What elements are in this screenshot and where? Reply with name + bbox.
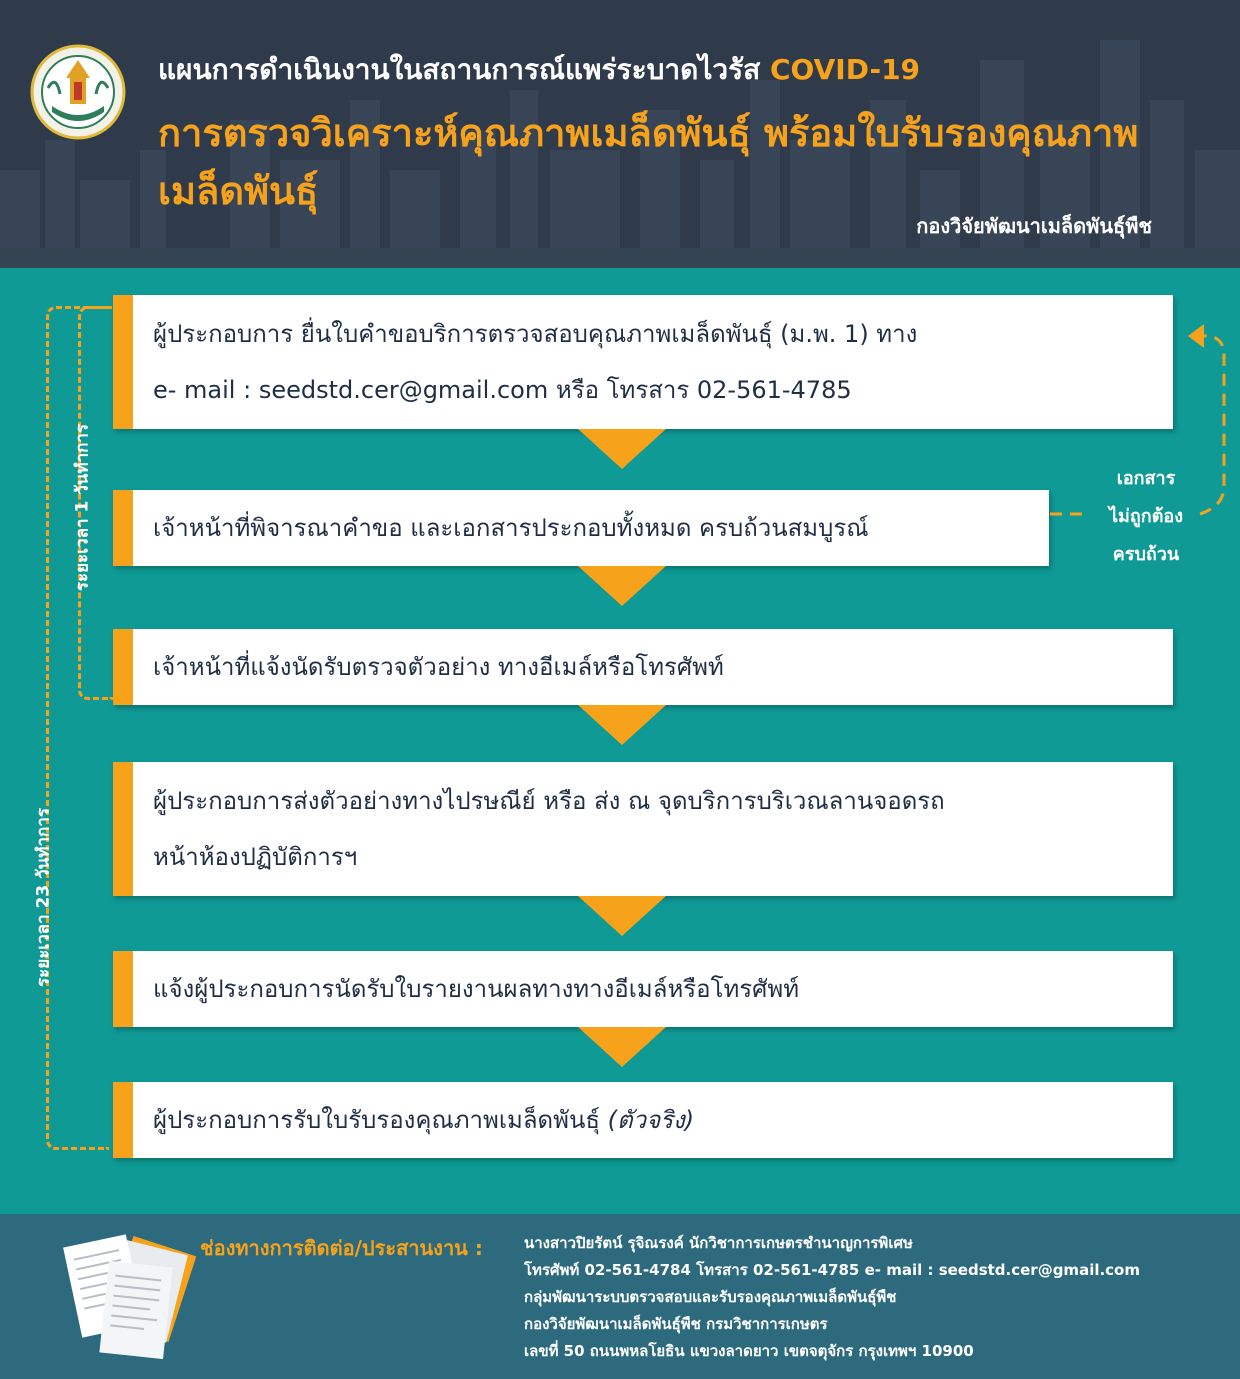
flow-arrow-icon <box>578 705 666 745</box>
step-text: เจ้าหน้าที่พิจารณาคำขอ และเอกสารประกอบทั้งหมด ครบถ้วนสมบูรณ์ <box>153 514 869 542</box>
duration-label-long: ระยะเวลา 23 วันทำการ <box>33 807 54 988</box>
incomplete-documents-note <box>1086 460 1206 574</box>
step-text: เจ้าหน้าที่แจ้งนัดรับตรวจตัวอย่าง ทางอีเมล์หรือโทรศัพท์ <box>153 653 724 681</box>
header-department: กองวิจัยพัฒนาเมล็ดพันธุ์พืช <box>916 214 1152 238</box>
duration-bracket-long <box>46 306 109 1150</box>
step-text: แจ้งผู้ประกอบการนัดรับใบรายงานผลทางทางอีเมล์หรือโทรศัพท์ <box>153 975 800 1003</box>
step-text: หน้าห้องปฏิบัติการฯ <box>153 843 358 871</box>
header-subtitle-text: แผนการดำเนินงานในสถานการณ์แพร่ระบาดไวรัส <box>158 53 761 86</box>
header-divider <box>0 248 1240 268</box>
contact-footer <box>0 1214 1240 1379</box>
header <box>0 0 1240 248</box>
process-step-3 <box>113 629 1173 705</box>
contact-line: นางสาวปิยรัตน์ รุจิณรงค์ นักวิชาการเกษตรชำนาญการพิเศษ <box>524 1234 913 1252</box>
flow-arrow-icon <box>578 566 666 606</box>
contact-line: กองวิจัยพัฒนาเมล็ดพันธุ์พืช กรมวิชาการเกษตร <box>524 1315 828 1333</box>
flow-arrow-icon <box>578 896 666 936</box>
note-line: เอกสาร <box>1116 468 1176 489</box>
step-text-note: (ตัวจริง) <box>607 1106 695 1134</box>
contact-line: โทรศัพท์ 02-561-4784 โทรสาร 02-561-4785 e- mail : seedstd.cer@gmail.com <box>524 1261 1140 1279</box>
step-text: ผู้ประกอบการ ยื่นใบคำขอบริการตรวจสอบคุณภาพเมล็ดพันธุ์ (ม.พ. 1) ทาง <box>153 320 918 348</box>
department-seal-icon <box>30 44 126 140</box>
documents-icon <box>60 1224 200 1364</box>
process-step-2 <box>113 490 1049 566</box>
contact-line: เลขที่ 50 ถนนพหลโยธิน แขวงลาดยาว เขตจตุจักร กรุงเทพฯ 10900 <box>524 1342 974 1360</box>
duration-label-short: ระยะเวลา 1 วันทำการ <box>72 423 93 592</box>
contact-details <box>524 1230 1140 1365</box>
header-subtitle <box>158 48 920 92</box>
step-text <box>153 1092 1173 1148</box>
process-step-4 <box>113 762 1173 896</box>
process-step-5 <box>113 951 1173 1027</box>
note-line: ไม่ถูกต้อง <box>1108 506 1183 527</box>
step-text: ผู้ประกอบการส่งตัวอย่างทางไปรษณีย์ หรือ ส่ง ณ จุดบริการบริเวณลานจอดรถ <box>153 787 945 815</box>
flow-arrow-icon <box>578 429 666 469</box>
page-title: การตรวจวิเคราะห์คุณภาพเมล็ดพันธุ์ พร้อมใบรับรองคุณภาพเมล็ดพันธุ์ <box>158 111 1139 213</box>
process-step-6 <box>113 1082 1173 1158</box>
header-subtitle-accent: COVID-19 <box>770 53 921 86</box>
contact-label: ช่องทางการติดต่อ/ประสานงาน : <box>200 1236 483 1260</box>
step-text: e- mail : seedstd.cer@gmail.com หรือ โทรสาร 02-561-4785 <box>153 376 852 404</box>
process-step-1 <box>113 295 1173 429</box>
note-line: ครบถ้วน <box>1112 544 1180 565</box>
step-text-main: ผู้ประกอบการรับใบรับรองคุณภาพเมล็ดพันธุ์ <box>153 1106 601 1134</box>
contact-line: กลุ่มพัฒนาระบบตรวจสอบและรับรองคุณภาพเมล็ดพันธุ์พืช <box>524 1288 897 1306</box>
flow-arrow-icon <box>578 1027 666 1067</box>
